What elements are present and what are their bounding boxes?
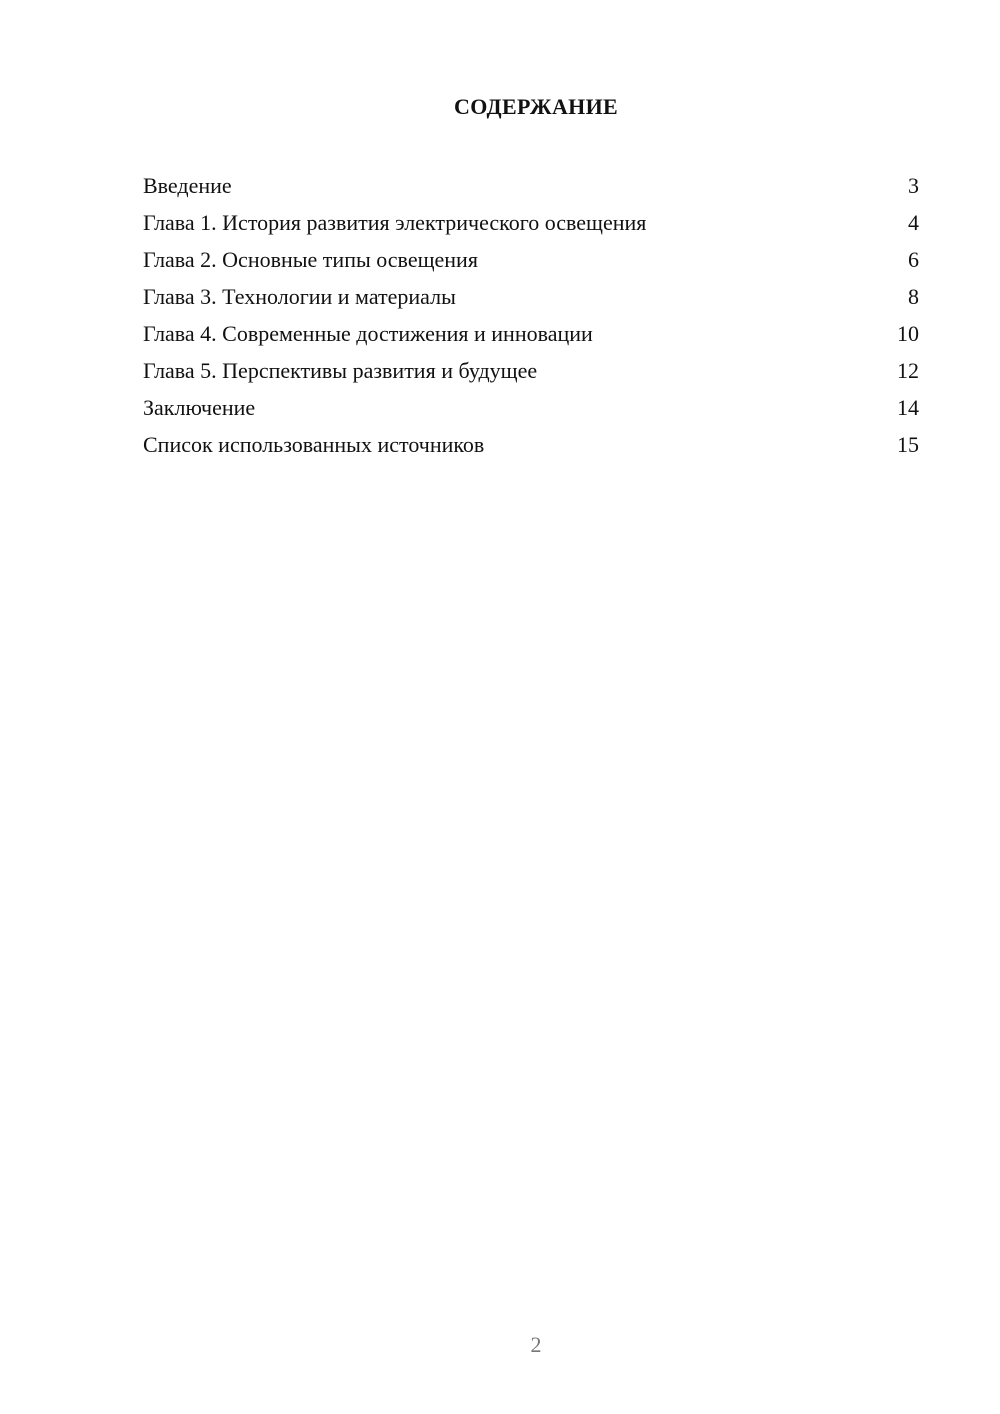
toc-entry-label: Глава 3. Технологии и материалы [143, 284, 456, 309]
toc-entry-page: 10 [897, 321, 919, 346]
toc-entry [143, 204, 919, 241]
toc-entry [143, 167, 919, 204]
page-title: СОДЕРЖАНИЕ [454, 94, 618, 119]
toc-entry-label: Введение [143, 173, 232, 198]
toc-entry-page: 6 [908, 247, 919, 272]
toc-entry-label: Глава 2. Основные типы освещения [143, 247, 478, 272]
toc-entry-label: Заключение [143, 395, 256, 420]
toc-entry [143, 352, 919, 389]
toc-entry-page: 15 [897, 432, 919, 457]
toc-entry [143, 315, 919, 352]
toc-entry-label: Глава 1. История развития электрического освещения [143, 210, 647, 235]
toc-entry-page: 3 [908, 173, 919, 198]
toc-entry-label: Список использованных источников [143, 432, 485, 457]
toc-entry-page: 8 [908, 284, 919, 309]
toc-entry-label: Глава 4. Современные достижения и инновации [143, 321, 593, 346]
toc-entry [143, 278, 919, 315]
toc-entry [143, 389, 919, 426]
toc-entry-label: Глава 5. Перспективы развития и будущее [143, 358, 538, 383]
table-of-contents [143, 167, 919, 463]
toc-entry [143, 241, 919, 278]
toc-entry [143, 426, 919, 463]
toc-entry-page: 4 [908, 210, 919, 235]
page-number: 2 [530, 1332, 542, 1357]
toc-entry-page: 12 [897, 358, 919, 383]
toc-entry-page: 14 [897, 395, 919, 420]
